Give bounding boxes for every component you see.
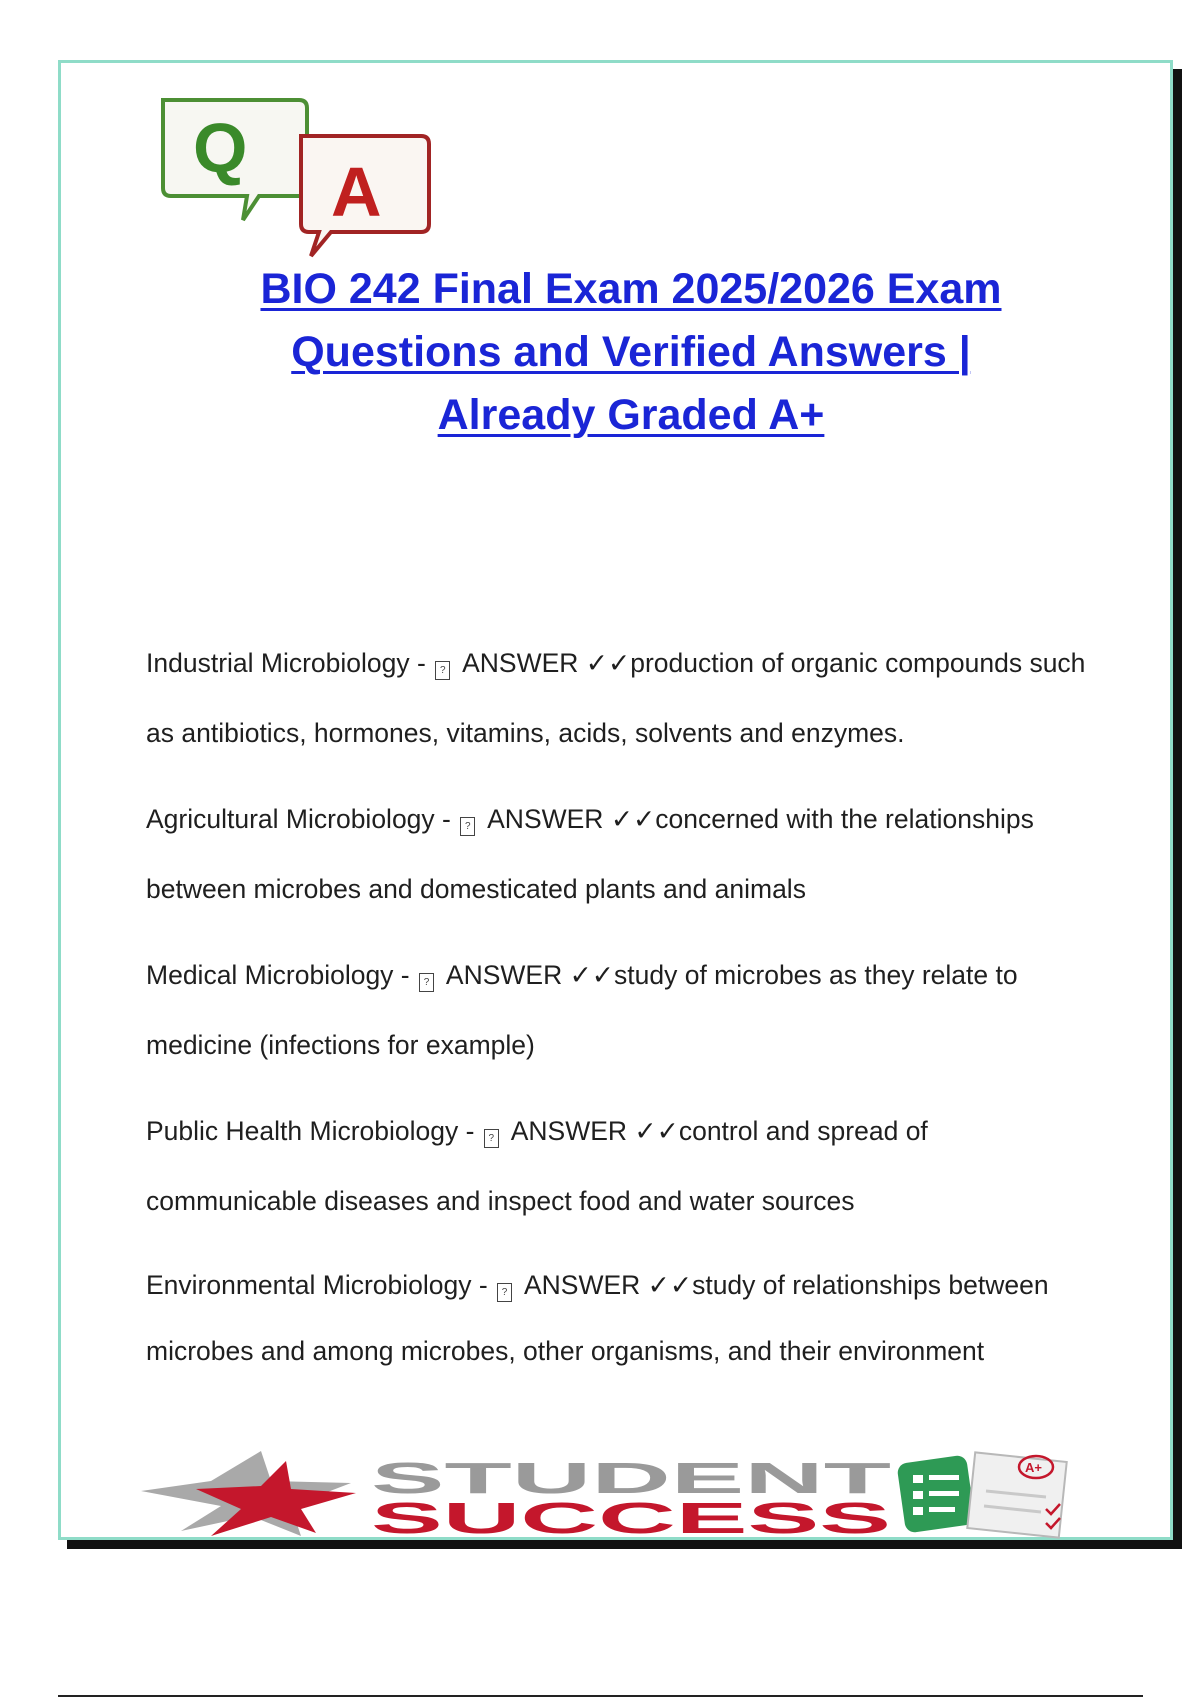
boxed-question-mark-icon: ? — [497, 1283, 512, 1302]
logo-word-student: STUDENT — [371, 1454, 892, 1503]
title-line-2: Questions and Verified Answers | — [291, 328, 971, 376]
check-marks: ✓✓ — [610, 804, 656, 834]
qa-term: Environmental Microbiology — [146, 1270, 472, 1300]
qa-answer-label: ANSWER — [504, 1116, 635, 1146]
boxed-question-mark-icon: ? — [484, 1129, 499, 1148]
student-success-logo — [141, 1451, 1101, 1541]
document-page — [58, 60, 1173, 1540]
qa-term: Industrial Microbiology — [146, 648, 410, 678]
qa-separator: - — [393, 960, 417, 990]
grade-badge: A+ — [1025, 1460, 1042, 1475]
qa-answer: production of organic compounds such as antibiotics, hormones, vitamins, acids, solvents and enzymes. — [146, 648, 1086, 748]
boxed-question-mark-icon: ? — [460, 817, 475, 836]
qa-answer-label: ANSWER — [440, 960, 570, 990]
qa-item — [146, 940, 1096, 1080]
qa-item — [146, 628, 1096, 768]
spreadsheet-icon — [896, 1454, 975, 1533]
check-marks: ✓✓ — [569, 960, 614, 990]
qa-separator: - — [434, 804, 459, 834]
qa-term: Medical Microbiology — [146, 960, 394, 990]
logo-word-success: SUCCESS — [371, 1494, 891, 1541]
document-title[interactable] — [151, 258, 1111, 447]
qa-answer: study of relationships between microbes and among microbes, other organisms, and their environment — [146, 1270, 1049, 1366]
bottom-rule — [58, 1695, 1143, 1697]
qa-term: Public Health Microbiology — [146, 1116, 459, 1146]
graded-paper-icon — [967, 1452, 1066, 1537]
qa-answer-label: ANSWER — [481, 804, 611, 834]
title-line-3: Already Graded A+ — [437, 391, 825, 439]
qa-item — [146, 784, 1096, 924]
qa-answer-label: ANSWER — [456, 648, 586, 678]
qa-separator: - — [471, 1270, 496, 1300]
boxed-question-mark-icon: ? — [435, 661, 450, 680]
boxed-question-mark-icon: ? — [419, 973, 434, 992]
qa-list — [146, 628, 1096, 1384]
check-marks: ✓✓ — [647, 1270, 693, 1300]
qa-answer: study of microbes as they relate to medicine (infections for example) — [146, 960, 1018, 1060]
qa-item — [146, 1096, 1096, 1236]
qa-answer-label: ANSWER — [518, 1270, 648, 1300]
qa-answer: concerned with the relationships between microbes and domesticated plants and animals — [146, 804, 1034, 904]
check-marks: ✓✓ — [634, 1116, 679, 1146]
logo-letter-a: A — [331, 153, 382, 231]
qa-item — [146, 1252, 1096, 1384]
check-marks: ✓✓ — [585, 648, 631, 678]
qa-logo — [151, 88, 451, 263]
qa-separator: - — [409, 648, 434, 678]
logo-letter-q: Q — [193, 109, 248, 187]
title-line-1: BIO 242 Final Exam 2025/2026 Exam — [260, 265, 1002, 313]
qa-answer: control and spread of communicable diseases and inspect food and water sources — [146, 1116, 928, 1216]
qa-separator: - — [458, 1116, 482, 1146]
qa-term: Agricultural Microbiology — [146, 804, 435, 834]
